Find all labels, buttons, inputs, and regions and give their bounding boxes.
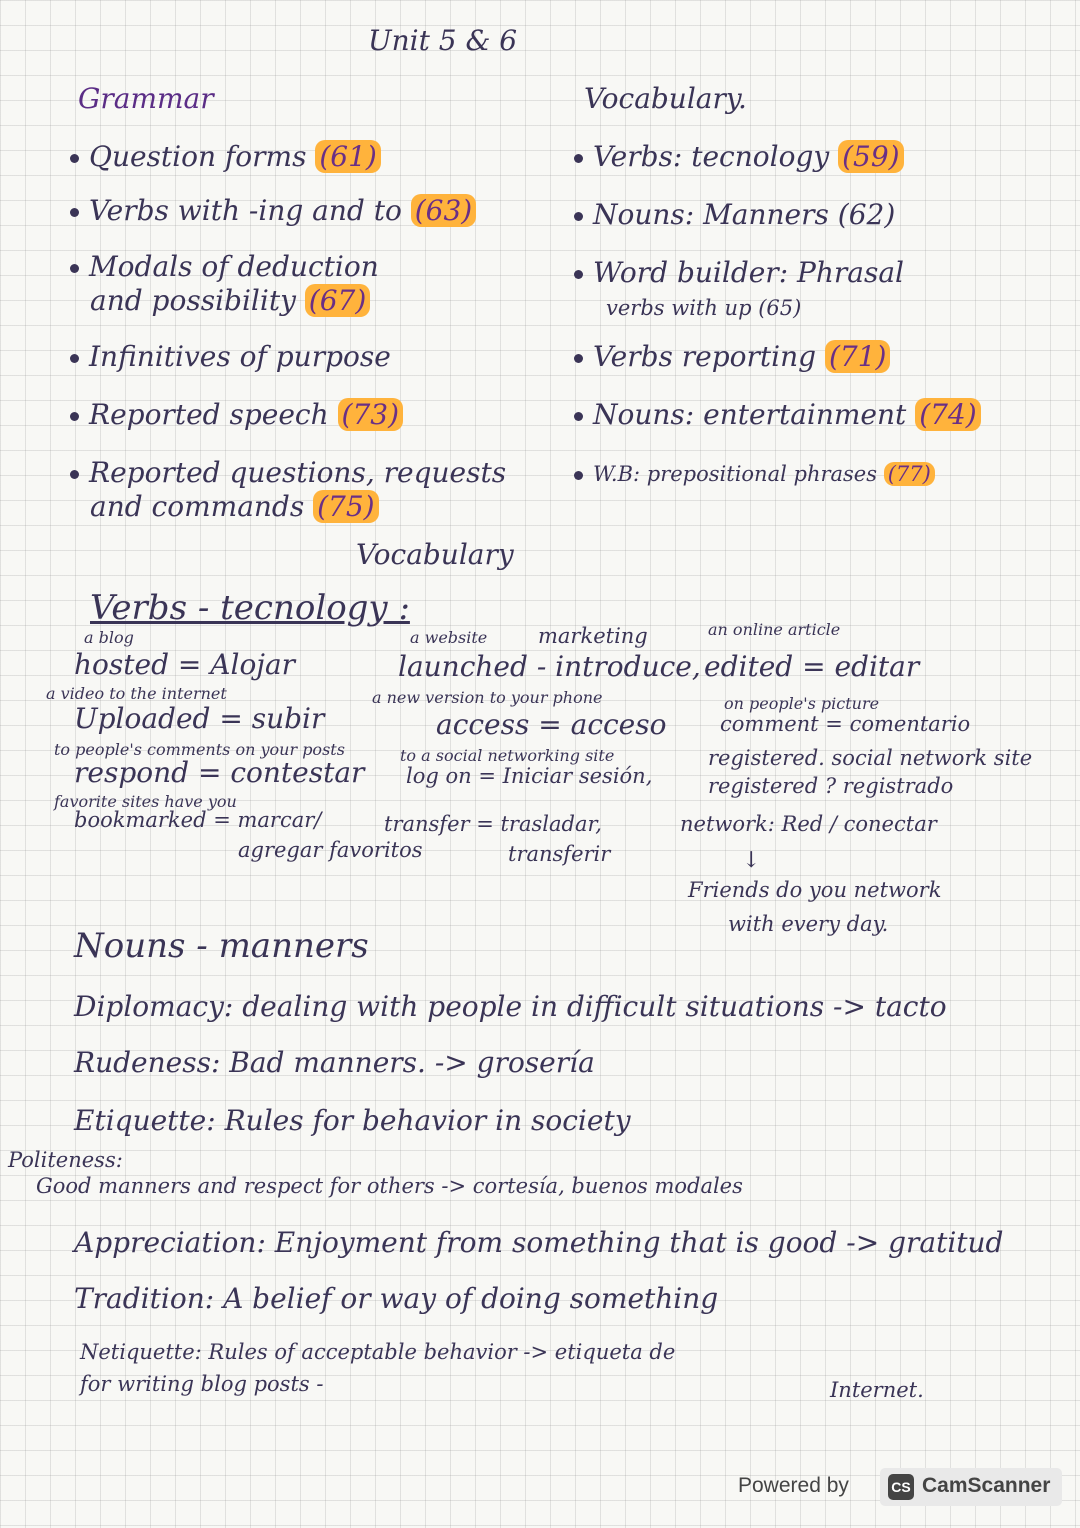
manners-note: Internet. (830, 1378, 924, 1402)
vocab-item-text: verbs with up (606, 296, 752, 320)
grammar-item (70, 340, 391, 373)
grammar-item-text: Reported questions, requests (89, 456, 507, 489)
tech-note: favorite sites have you (54, 792, 237, 811)
vocabulary-heading: Vocabulary (356, 538, 514, 571)
vocab-item-cont (606, 296, 801, 320)
page-ref: (77) (884, 462, 935, 486)
tech-term: log on = Iniciar sesión, (406, 764, 653, 788)
tech-note: a video to the internet (46, 684, 227, 703)
bullet-icon (574, 471, 583, 480)
bullet-icon (70, 264, 79, 273)
tech-note: Friends do you network (688, 878, 942, 902)
tech-term: registered. social network site (708, 746, 1033, 770)
camscanner-watermark (730, 1462, 1070, 1514)
manners-line: Good manners and respect for others -> cortesía, buenos modales (36, 1174, 743, 1198)
tech-term: comment = comentario (720, 712, 971, 736)
bullet-icon (70, 470, 79, 479)
grammar-item-text: Verbs with -ing and to (89, 194, 402, 227)
manners-line: Appreciation: Enjoyment from something that is good -> gratitud (74, 1226, 1004, 1259)
vocab-item-text: W.B: prepositional phrases (593, 462, 878, 486)
brand-badge (880, 1468, 1062, 1506)
grammar-item-cont (90, 490, 379, 523)
manners-line: Etiquette: Rules for behavior in society (74, 1104, 631, 1137)
grammar-item (70, 140, 381, 173)
tech-term: Uploaded = subir (74, 702, 325, 735)
tech-term: hosted = Alojar (74, 648, 296, 681)
tech-note: transferir (508, 842, 611, 866)
powered-by-label: Powered by (738, 1474, 849, 1497)
grammar-item (70, 250, 379, 283)
grammar-item-text: and commands (90, 490, 305, 523)
page-ref: (61) (315, 140, 380, 173)
tech-heading: Verbs - tecnology : (90, 588, 410, 628)
tech-note: a website (410, 628, 488, 647)
tech-term: bookmarked = marcar/ (74, 808, 322, 832)
tech-term: network: Red / conectar (680, 812, 937, 836)
bullet-icon (574, 354, 583, 363)
tech-note: marketing (538, 624, 648, 648)
bullet-icon (70, 208, 79, 217)
manners-line: Tradition: A belief or way of doing something (74, 1282, 719, 1315)
manners-term: Politeness: (8, 1148, 123, 1172)
vocab-item-text: Verbs: tecnology (593, 140, 830, 173)
tech-term: respond = contestar (74, 756, 365, 789)
page-ref: (59) (838, 140, 903, 173)
page-ref: (75) (313, 490, 378, 523)
page-ref: (67) (305, 284, 370, 317)
page-ref: (74) (915, 398, 980, 431)
vocab-item (574, 462, 935, 486)
tech-note: an online article (708, 620, 841, 639)
vocab-item (574, 140, 904, 173)
bullet-icon (70, 412, 79, 421)
page-ref: (63) (411, 194, 476, 227)
manners-line: Rudeness: Bad manners. -> grosería (74, 1046, 595, 1079)
bullet-icon (70, 354, 79, 363)
tech-note: on people's picture (724, 694, 880, 713)
bullet-icon (70, 154, 79, 163)
vocab-item (574, 398, 981, 431)
vocab-item (574, 198, 895, 231)
vocab-item (574, 256, 904, 289)
page-ref: (71) (825, 340, 890, 373)
grammar-item (70, 456, 506, 489)
tech-term: registered ? registrado (708, 774, 954, 798)
tech-term: launched - introduce, (398, 650, 701, 683)
tech-note: to people's comments on your posts (54, 740, 345, 759)
vocabulary-list-heading: Vocabulary. (584, 82, 747, 115)
grammar-item (70, 194, 476, 227)
tech-term: transfer = trasladar, (384, 812, 602, 836)
bullet-icon (574, 412, 583, 421)
grammar-heading: Grammar (78, 82, 214, 115)
vocab-item-text: Nouns: Manners (593, 198, 829, 231)
tech-note: a blog (84, 628, 134, 647)
tech-note: with every day. (728, 912, 889, 936)
grammar-item-text: Question forms (89, 140, 307, 173)
grammar-item-text: Reported speech (89, 398, 329, 431)
page-ref: (62) (837, 198, 896, 231)
manners-line: Diplomacy: dealing with people in difficult situations -> tacto (74, 990, 947, 1023)
manners-line: for writing blog posts - (80, 1372, 324, 1396)
tech-note: a new version to your phone (372, 688, 603, 707)
grammar-item (70, 398, 403, 431)
arrow-down-icon: ↓ (742, 848, 761, 873)
grammar-item-text: and possibility (90, 284, 296, 317)
vocab-item-text: Verbs reporting (593, 340, 817, 373)
bullet-icon (574, 212, 583, 221)
camscanner-logo-icon: CS (888, 1474, 914, 1500)
vocab-item-text: Word builder: Phrasal (593, 256, 904, 289)
bullet-icon (574, 154, 583, 163)
tech-term: edited = editar (704, 650, 920, 683)
brand-name: CamScanner (922, 1474, 1051, 1497)
tech-note: agregar favoritos (238, 838, 423, 862)
bullet-icon (574, 270, 583, 279)
manners-line: Netiquette: Rules of acceptable behavior -> etiqueta de (80, 1340, 676, 1364)
manners-heading: Nouns - manners (74, 926, 369, 966)
page-ref: (65) (758, 296, 802, 320)
grammar-item-text: Modals of deduction (89, 250, 379, 283)
vocab-item (574, 340, 890, 373)
grammar-item-text: Infinitives of purpose (89, 340, 391, 373)
vocab-item-text: Nouns: entertainment (593, 398, 907, 431)
grammar-item-cont (90, 284, 370, 317)
tech-term: access = acceso (436, 708, 667, 741)
page-ref: (73) (338, 398, 403, 431)
tech-note: to a social networking site (400, 746, 615, 765)
page-title: Unit 5 & 6 (368, 24, 518, 57)
